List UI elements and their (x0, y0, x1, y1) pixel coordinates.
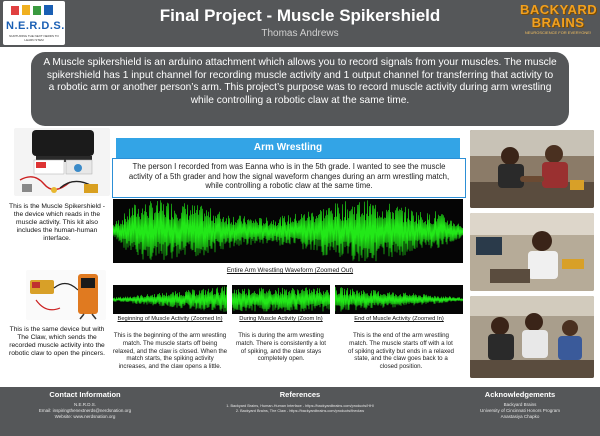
contact-title: Contact Information (49, 390, 121, 399)
arm-wrestling-photo-2 (470, 213, 594, 291)
reference-line-2: 2. Backyard Brains, The Claw - https://backyardbrains.com/products/theclaw (235, 409, 365, 413)
acknowledgements-title: Acknowledgements (484, 390, 556, 399)
backyard-brains-logo (520, 3, 596, 43)
references-title: References (279, 390, 321, 399)
ack-line-2: University of Cincinnati Honors Program (479, 408, 561, 413)
ack-line-3: Anastasiya Chapko (500, 414, 540, 419)
intro-box (31, 52, 569, 126)
claw-device-image (26, 270, 106, 320)
panel-desc-beginning: This is the beginning of the arm wrestling match. The muscle starts off being relaxed, and the claw is closed. When the match starts, the spiking activity increases, and the claw opens a little. (112, 332, 228, 371)
contact-line-2: Email: inspiringthenextnerds@nerdsnation.org (38, 408, 132, 413)
nerds-logo-subtitle: NURTURING THE NEXT NERDS TO LEARN STEM (9, 34, 59, 42)
footer-bar (0, 387, 600, 436)
poster-title: Final Project - Muscle Spikershield (159, 6, 441, 25)
waveform-during (232, 285, 330, 314)
backyard-brains-logo-subtitle: NEUROSCIENCE FOR EVERYONE! (524, 30, 592, 35)
contact-line-1: N.E.R.D.S. (73, 402, 96, 407)
waveform-end (335, 285, 463, 314)
arm-wrestling-photo-1 (470, 130, 594, 208)
arm-wrestling-photo-3 (470, 296, 594, 378)
spikershield-kit-image (14, 128, 110, 196)
reference-line-1: 1. Backyard Brains, Human-Human Interface - https://backyardbrains.com/products/HHI (226, 404, 374, 408)
ack-line-1: Backyard Brains (503, 402, 537, 407)
panel-label-end: End of Muscle Activity (Zoomed In) (354, 316, 444, 322)
emg-trace (232, 288, 330, 312)
header-bar (0, 0, 600, 47)
panel-label-during: During Muscle Activity (Zoom In) (239, 316, 323, 322)
full-waveform (113, 199, 463, 263)
arm-description-text: The person I recorded from was Eanna who is in the 5th grade. I wanted to see the muscle activity of a 5th grader and how the signal waveform changes during an arm wrestling match, while controlling a robotic claw at the same time. (128, 162, 450, 191)
panel-label-beginning: Beginning of Muscle Activity (Zoomed In) (117, 316, 223, 322)
panel-desc-during: This is during the arm wrestling match. There is consistently a lot of spiking, and the claw stays completely open. (236, 332, 326, 363)
emg-trace (113, 286, 227, 311)
contact-line-3: Website: www.nerdsnation.org (54, 414, 116, 419)
poster-author: Thomas Andrews (261, 28, 339, 39)
backyard-brains-logo-text: BACKYARD BRAINS (520, 2, 598, 30)
emg-trace (335, 287, 463, 312)
claw-caption: This is the same device but with The Claw, which sends the recorded muscle activity into the robotic claw to open the pincers. (9, 326, 105, 357)
arm-wrestling-banner: Arm Wrestling (116, 138, 460, 158)
panel-desc-end: This is the end of the arm wrestling match. The muscle starts off with a lot of spiking activity but ends in a relaxed state, and the claw goes back to a closed position. (348, 332, 454, 371)
nerds-logo-text: N.E.R.D.S. (6, 20, 65, 32)
full-waveform-label: Entire Arm Wrestling Waveform (Zoomed Out) (226, 267, 354, 274)
waveform-beginning (113, 285, 227, 314)
arm-description-box (112, 158, 466, 198)
kit-caption: This is the Muscle Spikershield - the device which reads in the muscle activity. This kit also includes the human-human interface. (9, 203, 105, 242)
intro-text: A Muscle spikershield is an arduino attachment which allows you to record signals from your muscles. The muscle spikershield has 1 input channel for recording muscle activity and 1 output channel for transferring that activity to a robotic arm or another person’s arm. This project’s purpose was to record muscle activity during arm wrestling while controlling a robotic claw at the same time. (43, 57, 557, 106)
emg-trace (113, 200, 463, 261)
